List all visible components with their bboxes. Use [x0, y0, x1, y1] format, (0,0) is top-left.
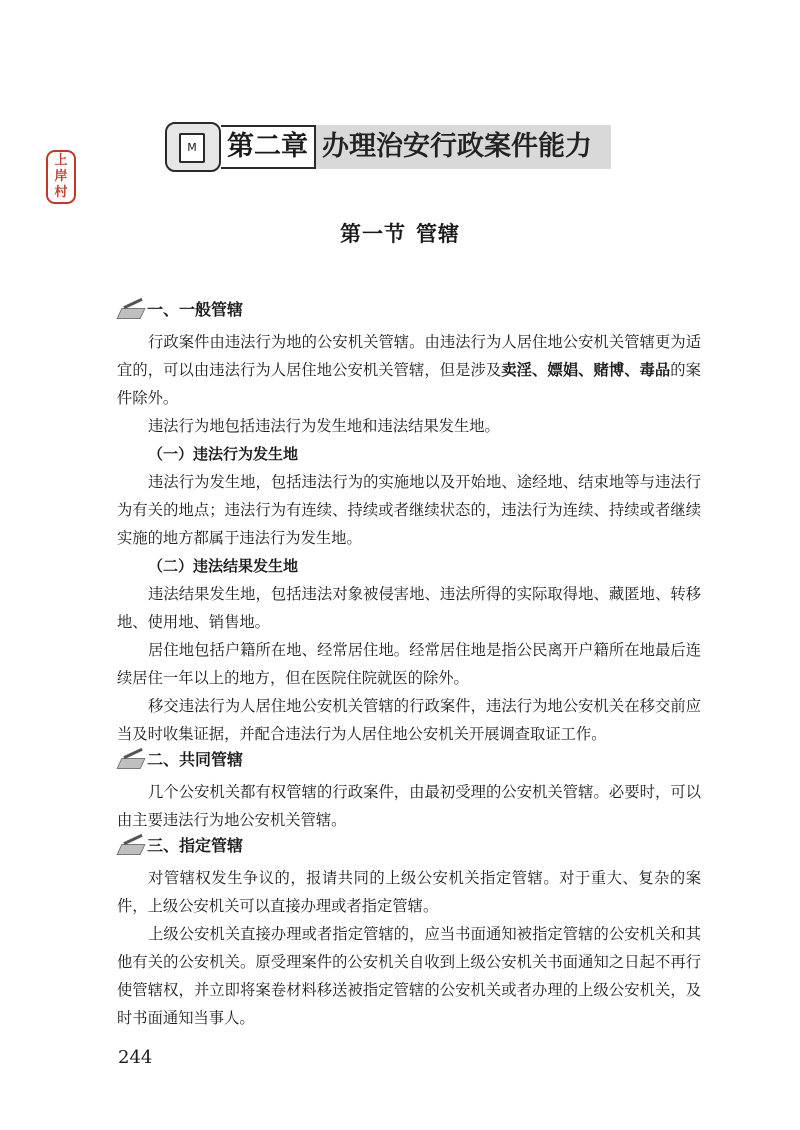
paragraph: 居住地包括户籍所在地、经常居住地。经常居住地是指公民离开户籍所在地最后连续居住一年以上的地方，但在医院住院就医的除外。 [117, 641, 701, 687]
book-icon [165, 122, 221, 172]
section-number: 第一节 [340, 221, 406, 246]
publisher-seal [46, 150, 76, 204]
paragraph: 对管辖权发生争议的，报请共同的上级公安机关指定管辖。对于重大、复杂的案件，上级公安机关可以直接办理或者指定管辖。 [117, 869, 701, 915]
page-number: 244 [118, 1047, 153, 1068]
paragraph: 违法行为发生地，包括违法行为的实施地以及开始地、途经地、结束地等与违法行为有关的地点；违法行为有连续、持续或者继续状态的，违法行为连续、持续或者继续实施的地方都属于违法行为发生地。 [117, 473, 701, 547]
subheading: （二）违法结果发生地 [148, 557, 299, 575]
paragraph: 违法行为地包括违法行为发生地和违法结果发生地。 [148, 417, 500, 435]
paragraph: 行政案件由违法行为地的公安机关管辖。由违法行为人居住地公安机关管辖更为适宜的，可以由违法行为人居住地公安机关管辖，但是涉及卖淫、嫖娼、赌博、毒品的案件除外。 [117, 333, 701, 407]
seal-char: 村 [54, 185, 68, 200]
paragraph: 上级公安机关直接办理或者指定管辖的，应当书面通知被指定管辖的公安机关和其他有关的公安机关。原受理案件的公安机关自收到上级公安机关书面通知之日起不再行使管辖权，并立即将案卷材料移送被指定管辖的公安机关或者办理的上级公安机关，及时书面通知当事人。 [117, 925, 701, 1027]
paragraph: 几个公安机关都有权管辖的行政案件，由最初受理的公安机关管辖。必要时，可以由主要违法行为地公安机关管辖。 [117, 783, 701, 829]
paragraph: 违法结果发生地，包括违法对象被侵害地、违法所得的实际取得地、藏匿地、转移地、使用地、销售地。 [117, 585, 701, 631]
paragraph: 移交违法行为人居住地公安机关管辖的行政案件，违法行为地公安机关在移交前应当及时收集证据，并配合违法行为人居住地公安机关开展调查取证工作。 [117, 697, 701, 743]
heading-joint-jurisdiction: 二、共同管辖 [117, 748, 701, 772]
book-icon-letter: M [179, 133, 205, 163]
writing-pen-icon [117, 300, 145, 320]
emphasis-text: 卖淫、嫖娼、赌博、毒品 [501, 361, 671, 379]
section-title [0, 218, 800, 248]
heading-designated-jurisdiction: 三、指定管辖 [117, 834, 701, 858]
seal-char: 上 [54, 153, 68, 168]
subheading: （一）违法行为发生地 [148, 445, 299, 463]
writing-pen-icon [117, 836, 145, 856]
chapter-label: 第二章 [221, 125, 316, 169]
chapter-header [165, 122, 611, 172]
heading-general-jurisdiction: 一、一般管辖 [117, 298, 701, 322]
writing-pen-icon [117, 750, 145, 770]
chapter-title: 办理治安行政案件能力 [316, 125, 611, 169]
section-name: 管辖 [416, 221, 460, 246]
seal-char: 岸 [54, 169, 68, 184]
body-content [117, 298, 701, 1032]
